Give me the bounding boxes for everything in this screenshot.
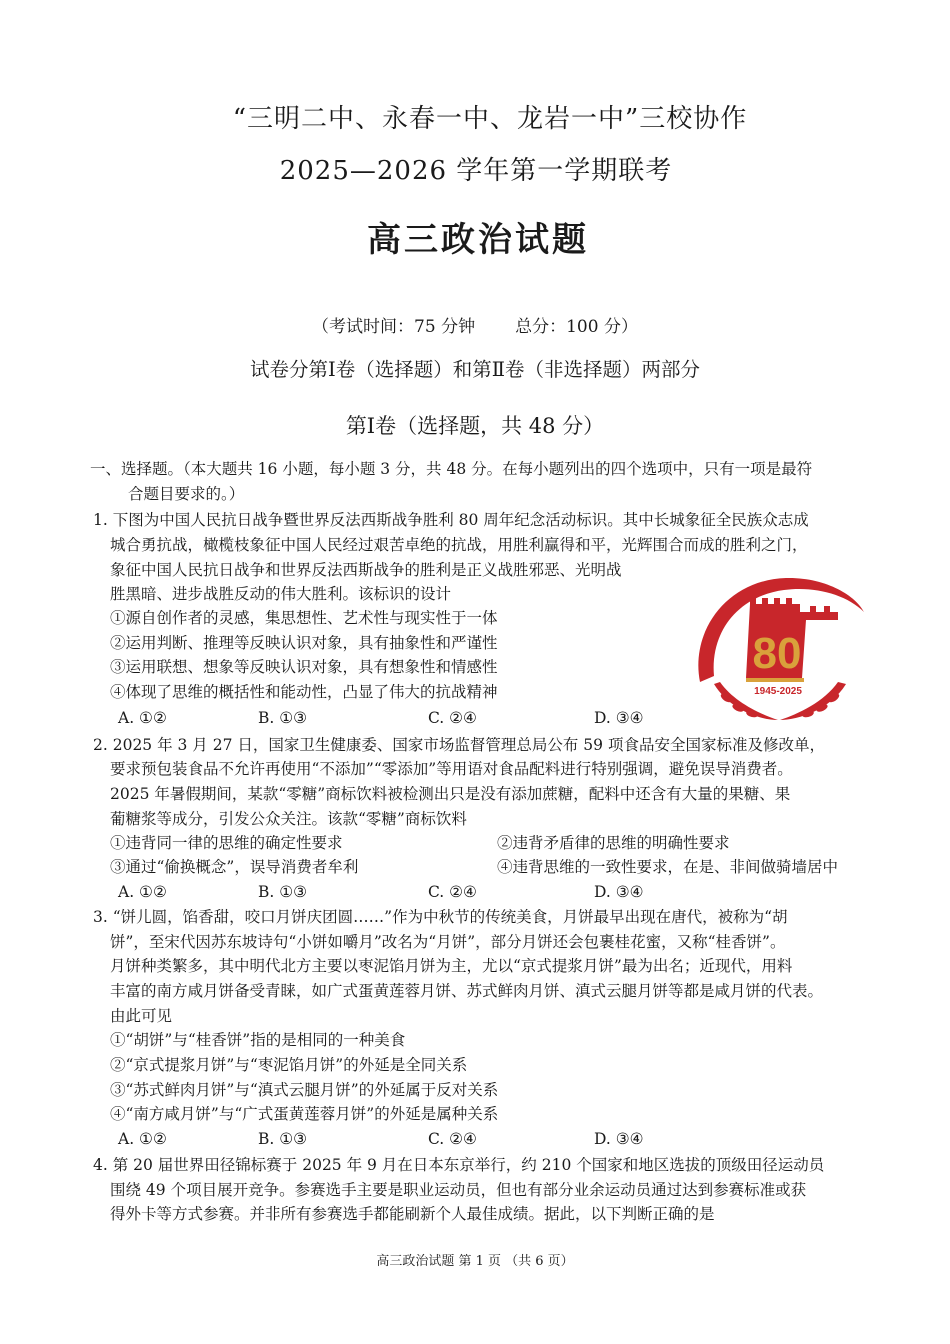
- question-text-line: 月饼种类繁多，其中明代北方主要以枣泥馅月饼为主，尤以“京式提浆月饼”最为出名；近现代，用料: [110, 957, 793, 975]
- question-text-line: 3. “饼儿圆，馅香甜，咬口月饼庆团圆……”作为中秋节的传统美食，月饼最早出现在唐代，被称为“胡: [93, 908, 788, 926]
- question-text-line: 城合勇抗战，橄榄枝象征中国人民经过艰苦卓绝的抗战，用胜利赢得和平，光辉围合而成的胜利之门，: [110, 536, 808, 554]
- exam-time: （考试时间：75 分钟: [312, 317, 476, 337]
- question-text-line: 要求预包装食品不允许再使用“不添加”“零添加”等用语对食品配料进行特别强调，避免误导消费者。: [110, 760, 793, 778]
- option-a: A. ①②: [118, 709, 167, 727]
- exam-header-line2: 2025—2026 学年第一学期联考: [279, 156, 673, 186]
- question-text-line: 1. 下图为中国人民抗日战争暨世界反法西斯战争胜利 80 周年纪念活动标识。其中长城象征全民族众志成: [93, 511, 809, 529]
- statement-4: ④违背思维的一致性要求，在是、非间做骑墙居中: [497, 858, 839, 876]
- question-text-line: 由此可见: [110, 1007, 173, 1025]
- option-b: B. ①③: [258, 883, 308, 901]
- instruction-line: 一、选择题。（本大题共 16 小题，每小题 3 分，共 48 分。在每小题列出的四个选项中，只有一项是最符: [90, 460, 813, 478]
- option-a: A. ①②: [118, 883, 167, 901]
- exam-title: 高三政治试题: [367, 220, 589, 260]
- statement-4: ④体现了思维的概括性和能动性，凸显了伟大的抗战精神: [110, 683, 498, 701]
- logo-years: 1945-2025: [754, 686, 802, 697]
- statement-2: ②违背矛盾律的思维的明确性要求: [497, 834, 730, 852]
- option-d: D. ③④: [594, 709, 644, 727]
- question-text-line: 胜黑暗、进步战胜反动的伟大胜利。该标识的设计: [110, 585, 452, 603]
- question-text-line: 葡糖浆等成分，引发公众关注。该款“零糖”商标饮料: [110, 810, 467, 828]
- question-text-line: 饼”，至宋代因苏东坡诗句“小饼如嚼月”改名为“月饼”，部分月饼还会包裹桂花蜜，又称“桂香饼”。: [110, 933, 786, 951]
- statement-3: ③“苏式鲜肉月饼”与“滇式云腿月饼”的外延属于反对关系: [110, 1081, 499, 1099]
- option-d: D. ③④: [594, 1130, 644, 1148]
- statement-4: ④“南方咸月饼”与“广式蛋黄莲蓉月饼”的外延是属种关系: [110, 1105, 499, 1123]
- exam-parts-note: 试卷分第Ⅰ卷（选择题）和第Ⅱ卷（非选择题）两部分: [250, 358, 700, 381]
- statement-3: ③通过“偷换概念”，误导消费者牟利: [110, 858, 359, 876]
- question-text-line: 4. 第 20 届世界田径锦标赛于 2025 年 9 月在日本东京举行，约 210 个国家和地区选拔的顶级田径运动员: [93, 1156, 825, 1174]
- statement-2: ②“京式提浆月饼”与“枣泥馅月饼”的外延是全同关系: [110, 1056, 468, 1074]
- statement-2: ②运用判断、推理等反映认识对象，具有抽象性和严谨性: [110, 634, 498, 652]
- option-c: C. ②④: [428, 883, 477, 901]
- option-c: C. ②④: [428, 1130, 477, 1148]
- section-title: 第Ⅰ卷（选择题，共 48 分）: [345, 414, 605, 438]
- question-text-line: 围绕 49 个项目展开竞争。参赛选手主要是职业运动员，但也有部分业余运动员通过达到参赛标准或获: [110, 1181, 807, 1199]
- statement-1: ①违背同一律的思维的确定性要求: [110, 834, 343, 852]
- exam-total-score: 总分：100 分）: [515, 317, 638, 337]
- option-d: D. ③④: [594, 883, 644, 901]
- instruction-line: 合题目要求的。）: [128, 485, 245, 503]
- exam-header-line1: “三明二中、永春一中、龙岩一中”三校协作: [232, 104, 748, 134]
- anniversary-logo: [686, 572, 870, 722]
- option-b: B. ①③: [258, 1130, 308, 1148]
- option-a: A. ①②: [118, 1130, 167, 1148]
- statement-1: ①“胡饼”与“桂香饼”指的是相同的一种美食: [110, 1031, 406, 1049]
- statement-1: ①源自创作者的灵感，集思想性、艺术性与现实性于一体: [110, 609, 498, 627]
- question-text-line: 丰富的南方咸月饼备受青睐，如广式蛋黄莲蓉月饼、苏式鲜肉月饼、滇式云腿月饼等都是咸月饼的代表。: [110, 982, 824, 1000]
- exam-info: [0, 312, 950, 337]
- page-footer: 高三政治试题 第 1 页 （共 6 页）: [376, 1254, 574, 1269]
- option-c: C. ②④: [428, 709, 477, 727]
- logo-number: 80: [752, 629, 802, 678]
- question-text-line: 2025 年暑假期间，某款“零糖”商标饮料被检测出只是没有添加蔗糖，配料中还含有大量的果糖、果: [110, 785, 791, 803]
- statement-3: ③运用联想、想象等反映认识对象，具有想象性和情感性: [110, 658, 498, 676]
- question-text-line: 2. 2025 年 3 月 27 日，国家卫生健康委、国家市场监督管理总局公布 59 项食品安全国家标准及修改单，: [93, 736, 825, 754]
- question-text-line: 得外卡等方式参赛。并非所有参赛选手都能刷新个人最佳成绩。据此，以下判断正确的是: [110, 1205, 715, 1223]
- option-b: B. ①③: [258, 709, 308, 727]
- question-text-line: 象征中国人民抗日战争和世界反法西斯战争的胜利是正义战胜邪恶、光明战: [110, 561, 622, 579]
